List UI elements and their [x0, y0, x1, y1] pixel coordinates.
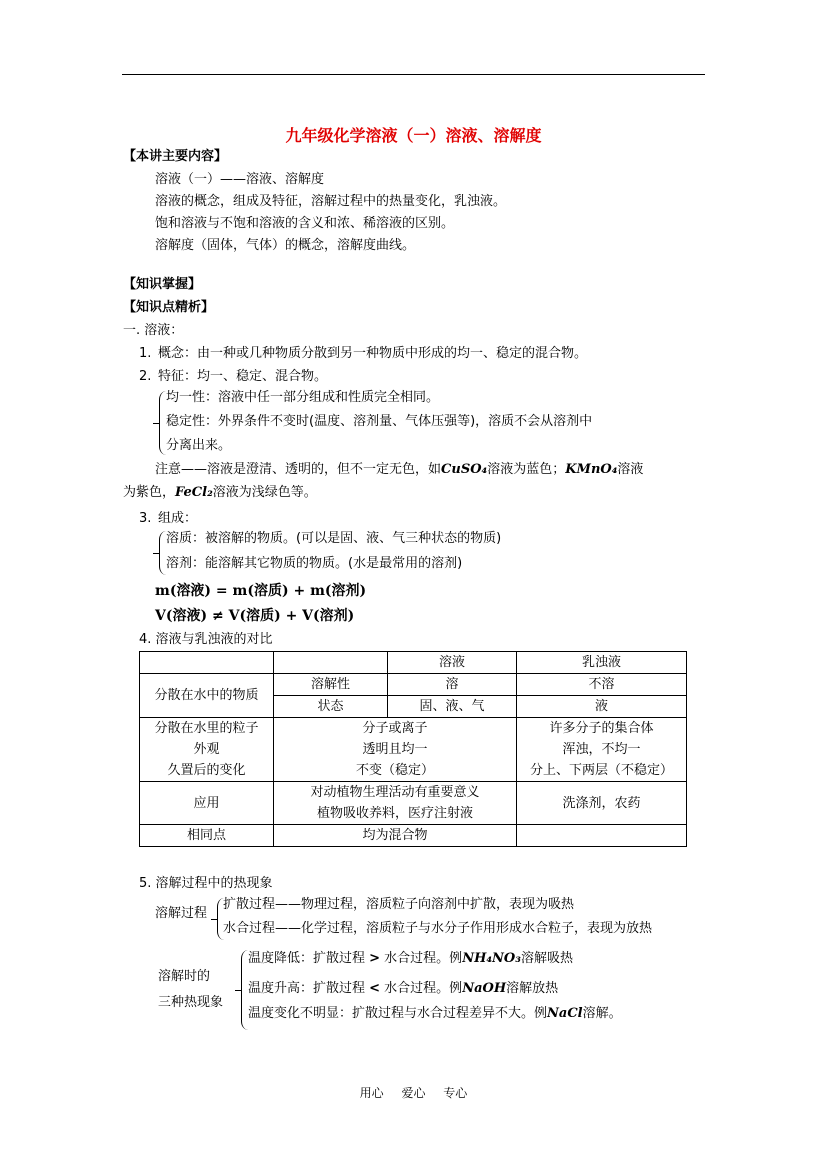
nacl-formula: NaCl [547, 1006, 583, 1021]
fecl2-formula: FeCl₂ [175, 485, 213, 500]
table-cell: 分子或离子 透明且均一 不变（稳定） [274, 718, 517, 782]
knowledge-detail-heading: 【知识点精析】 [123, 300, 215, 315]
table-cell: 固、液、气 [388, 696, 517, 718]
note-line: 注意——溶液是澄清、透明的，但不一定无色，如CuSO₄溶液为蓝色；KMnO₄溶液 [155, 462, 644, 477]
feature-line: 特征：均一、稳定、混合物。 [158, 369, 328, 384]
three-heat-label: 溶解时的 [158, 969, 211, 984]
concept-line: 概念：由一种或几种物质分散到另一种物质中形成的均一、稳定的混合物。 [158, 346, 588, 361]
trait-stability-cont: 分离出来。 [166, 438, 232, 453]
item-number: 2. [139, 369, 152, 384]
table-cell [274, 652, 388, 674]
table-cell [140, 652, 274, 674]
comparison-table [139, 651, 687, 847]
table-cell: 洗涤剂，农药 [517, 782, 687, 825]
volume-formula: V(溶液) ≠ V(溶质) + V(溶剂) [155, 608, 355, 624]
note-line-cont: 为紫色，FeCl₂溶液为浅绿色等。 [123, 485, 317, 500]
table-cell: 溶 [388, 674, 517, 696]
table-cell: 溶解性 [274, 674, 388, 696]
table-cell [517, 825, 687, 847]
table-cell: 均为混合物 [274, 825, 517, 847]
composition-line: 组成： [158, 511, 198, 526]
left-brace [241, 950, 248, 1030]
table-cell: 许多分子的集合体 浑浊，不均一 分上、下两层（不稳定） [517, 718, 687, 782]
table-row [140, 782, 687, 825]
content-line: 饱和溶液与不饱和溶液的含义和浓、稀溶液的区别。 [155, 216, 455, 231]
table-cell: 相同点 [140, 825, 274, 847]
heat-heading: 5. 溶解过程中的热现象 [139, 876, 273, 891]
item-number: 3. [139, 511, 152, 526]
table-row [140, 652, 687, 674]
table-cell: 分散在水里的粒子 外观 久置后的变化 [140, 718, 274, 782]
cuso4-formula: CuSO₄ [441, 462, 488, 477]
naoh-formula: NaOH [462, 981, 507, 996]
hydrate-line: 水合过程——化学过程，溶质粒子与水分子作用形成水合粒子，表现为放热 [223, 921, 653, 936]
content-line: 溶解度（固体，气体）的概念，溶解度曲线。 [155, 238, 416, 253]
temp-drop-line: 温度降低：扩散过程 > 水合过程。例NH₄NO₃溶解吸热 [248, 951, 573, 966]
page-footer: 用心 爱心 专心 [359, 1086, 468, 1100]
solvent-definition: 溶剂：能溶解其它物质的物质。(水是最常用的溶剂) [166, 556, 463, 571]
solute-definition: 溶质：被溶解的物质。(可以是固、液、气三种状态的物质) [166, 531, 502, 546]
main-content-heading: 【本讲主要内容】 [123, 149, 228, 164]
table-cell: 对动植物生理活动有重要意义 植物吸收养料，医疗注射液 [274, 782, 517, 825]
temp-rise-line: 温度升高：扩散过程 < 水合过程。例NaOH溶解放热 [248, 981, 559, 996]
header-rule [122, 74, 705, 75]
table-header: 溶液 [388, 652, 517, 674]
process-label: 溶解过程 [155, 906, 208, 921]
table-row [140, 674, 687, 696]
mass-formula: m(溶液) = m(溶质) + m(溶剂) [155, 583, 367, 599]
nh4no3-formula: NH₄NO₃ [462, 951, 521, 966]
table-header: 乳浊液 [517, 652, 687, 674]
diffuse-line: 扩散过程——物理过程，溶质粒子向溶剂中扩散，表现为吸热 [223, 897, 575, 912]
left-brace [159, 531, 166, 575]
item-number: 1. [139, 346, 152, 361]
table-cell: 分散在水中的物质 [140, 674, 274, 718]
table-row [140, 825, 687, 847]
table-row [140, 718, 687, 782]
table-cell: 不溶 [517, 674, 687, 696]
temp-flat-line: 温度变化不明显：扩散过程与水合过程差异不大。例NaCl溶解。 [248, 1006, 622, 1021]
content-line: 溶液的概念，组成及特征，溶解过程中的热量变化，乳浊液。 [155, 194, 507, 209]
comparison-heading: 4. 溶液与乳浊液的对比 [139, 632, 273, 647]
trait-uniformity: 均一性：溶液中任一部分组成和性质完全相同。 [166, 390, 440, 405]
kmno4-formula: KMnO₄ [565, 462, 618, 477]
section-solution: 一. 溶液： [123, 323, 184, 338]
left-brace [159, 391, 166, 455]
trait-stability: 稳定性：外界条件不变时(温度、溶剂量、气体压强等)，溶质不会从溶剂中 [166, 414, 593, 429]
knowledge-heading: 【知识掌握】 [123, 277, 202, 292]
content-line: 溶液（一）——溶液、溶解度 [155, 172, 325, 187]
three-heat-label: 三种热现象 [158, 995, 224, 1010]
table-cell: 应用 [140, 782, 274, 825]
table-cell: 液 [517, 696, 687, 718]
table-cell: 状态 [274, 696, 388, 718]
page-title: 九年级化学溶液（一）溶液、溶解度 [285, 126, 542, 145]
